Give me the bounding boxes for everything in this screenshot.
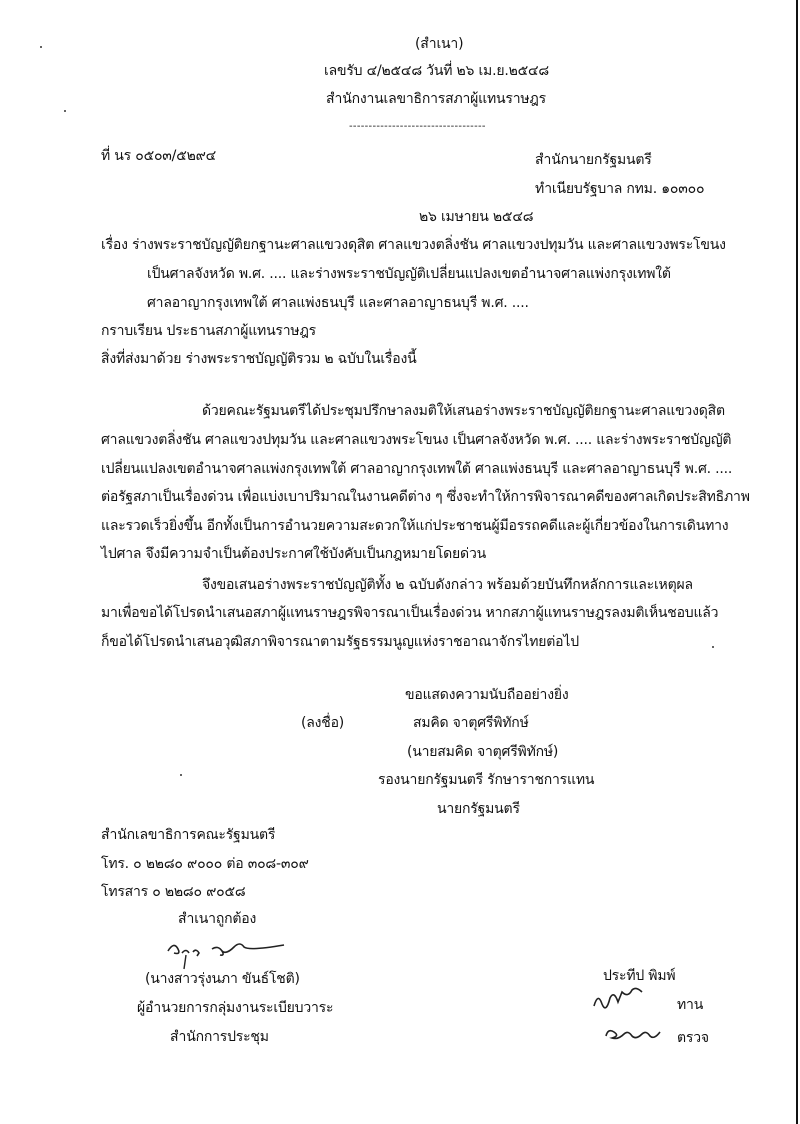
certified-label: สำเนาถูกต้อง: [178, 911, 257, 927]
closing-regards: ขอแสดงความนับถืออย่างยิ่ง: [405, 687, 569, 703]
subject-line-3: ศาลอาญากรุงเทพใต้ ศาลแพ่งธนบุรี และศาลอาญาธนบุรี พ.ศ. ....: [147, 295, 529, 311]
checker-initials: [590, 986, 670, 1016]
scan-speck: [180, 774, 182, 776]
scan-speck: [40, 46, 42, 48]
footer-office: สำนักเลขาธิการคณะรัฐมนตรี: [101, 827, 276, 843]
certifier-title: ผู้อำนวยการกลุ่มงานระเบียบวาระ: [137, 1000, 334, 1016]
subject-line-1: เรื่อง ร่างพระราชบัญญัติยกฐานะศาลแขวงดุสิต ศาลแขวงตลิ่งชัน ศาลแขวงปทุมวัน และศาลแขวงพระโขนง: [101, 237, 726, 253]
signer-title-1: รองนายกรัฐมนตรี รักษาราชการแทน: [378, 772, 595, 788]
printed-by: ประทีป พิมพ์: [603, 968, 676, 984]
enclosure: สิ่งที่ส่งมาด้วย ร่างพระราชบัญญัติรวม ๒ ฉบับในเรื่องนี้: [101, 351, 417, 367]
addressee: กราบเรียน ประธานสภาผู้แทนราษฎร: [101, 323, 316, 339]
scan-speck: [64, 110, 66, 112]
reviewed-by: ตรวจ: [677, 1030, 709, 1046]
scan-speck: [712, 646, 714, 648]
sender-address: ทำเนียบรัฐบาล กทม. ๑๐๓๐๐: [535, 181, 705, 197]
document-date: ๒๖ เมษายน ๒๕๔๘: [419, 209, 534, 225]
signed-label: (ลงชื่อ): [301, 715, 345, 731]
certifier-office: สำนักการประชุม: [170, 1029, 269, 1045]
footer-phone: โทร. ๐ ๒๒๘๐ ๙๐๐๐ ต่อ ๓๐๘-๓๐๙: [101, 856, 309, 872]
subject-line-2: เป็นศาลจังหวัด พ.ศ. .... และร่างพระราชบัญญัติเปลี่ยนแปลงเขตอำนาจศาลแพ่งกรุงเทพใต้: [147, 266, 671, 282]
footer-fax: โทรสาร ๐ ๒๒๘๐ ๙๐๕๘: [101, 884, 246, 900]
certifier-name: (นางสาวรุ่งนภา ขันธ์โชติ): [145, 971, 300, 987]
body-para2-line: ก็ขอได้โปรดนำเสนอวุฒิสภาพิจารณาตามรัฐธรรมนูญแห่งราชอาณาจักรไทยต่อไป: [101, 634, 579, 650]
received-line: เลขรับ ๔/๒๕๔๘ วันที่ ๒๖ เม.ย.๒๕๔๘: [324, 63, 549, 79]
page-edge: [796, 0, 798, 1124]
copy-mark: (สำเนา): [415, 36, 464, 52]
body-para2-line: มาเพื่อขอได้โปรดนำเสนอสภาผู้แทนราษฎรพิจารณาเป็นเรื่องด่วน หากสภาผู้แทนราษฎรลงมติเห็นชอบแล้ว: [101, 605, 719, 621]
reviewer-initials: [600, 1022, 670, 1046]
certifier-signature: [160, 935, 290, 971]
header-separator: -----------------------------------: [349, 121, 486, 132]
signer-title-2: นายกรัฐมนตรี: [437, 801, 520, 817]
body-para1-line: ศาลแขวงตลิ่งชัน ศาลแขวงปทุมวัน และศาลแขวงพระโขนง เป็นศาลจังหวัด พ.ศ. .... และร่างพระราชบัญญัติ: [101, 432, 732, 448]
body-para1-line: และรวดเร็วยิ่งขึ้น อีกทั้งเป็นการอำนวยความสะดวกให้แก่ประชาชนผู้มีอรรถคดีและผู้เกี่ยวข้องในการเดินทาง: [101, 518, 729, 534]
body-para2-line: จึงขอเสนอร่างพระราชบัญญัติทั้ง ๒ ฉบับดังกล่าว พร้อมด้วยบันทึกหลักการและเหตุผล: [202, 577, 693, 593]
body-para1-line: เปลี่ยนแปลงเขตอำนาจศาลแพ่งกรุงเทพใต้ ศาลอาญากรุงเทพใต้ ศาลแพ่งธนบุรี และศาลอาญาธนบุรี พ.ศ. ....: [101, 461, 733, 477]
body-para1-line: ต่อรัฐสภาเป็นเรื่องด่วน เพื่อแบ่งเบาปริมาณในงานคดีต่าง ๆ ซึ่งจะทำให้การพิจารณาคดีของศาลเกิดประสิทธิภาพ: [101, 489, 750, 505]
checked-by: ทาน: [677, 997, 704, 1013]
body-para1-line: ด้วยคณะรัฐมนตรีได้ประชุมปรึกษาลงมติให้เสนอร่างพระราชบัญญัติยกฐานะศาลแขวงดุสิต: [202, 403, 725, 419]
document-number: ที่ นร ๐๕๐๓/๕๒๙๔: [101, 148, 217, 164]
signer-name-full: (นายสมคิด จาตุศรีพิทักษ์): [407, 744, 559, 760]
receiving-office: สำนักงานเลขาธิการสภาผู้แทนราษฎร: [326, 91, 546, 107]
signer-name: สมคิด จาตุศรีพิทักษ์: [413, 715, 529, 731]
body-para1-line: ไปศาล จึงมีความจำเป็นต้องประกาศใช้บังคับเป็นกฎหมายโดยด่วน: [101, 546, 486, 562]
sender-office: สำนักนายกรัฐมนตรี: [535, 152, 652, 168]
